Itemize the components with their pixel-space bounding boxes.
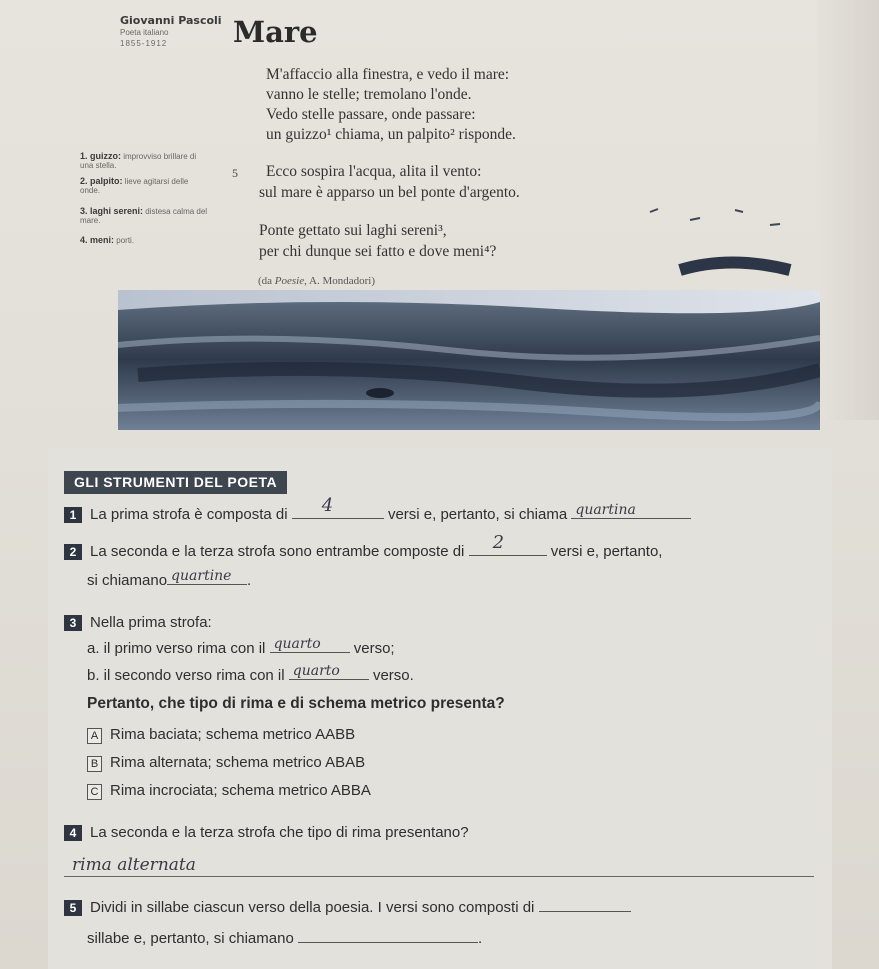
question-4: 4 La seconda e la terza strofa che tipo di rima presentano? xyxy=(64,824,469,841)
answer-field[interactable]: quartina xyxy=(571,506,691,519)
answer-field[interactable] xyxy=(539,899,631,912)
question-5: 5 Dividi in sillabe ciascun verso della poesia. I versi sono composti di xyxy=(64,899,631,916)
option-a[interactable]: A Rima baciata; schema metrico AABB xyxy=(87,726,355,744)
answer-field[interactable] xyxy=(298,930,478,943)
author-dates: 1855-1912 xyxy=(120,39,168,48)
question-1: 1 La prima strofa è composta di 4 versi e, pertanto, si chiama quartina xyxy=(64,506,691,523)
glossary-item: 3. laghi sereni: distesa calma del mare. xyxy=(80,206,208,225)
poem-verse: M'affaccio alla finestra, e vedo il mare: xyxy=(266,66,510,83)
answer-field[interactable]: quarto xyxy=(270,640,350,653)
glossary-item: 1. guizzo: improvviso brillare di una stella. xyxy=(80,151,197,170)
adjacent-page-edge xyxy=(817,0,879,420)
poem-verse: Ecco sospira l'acqua, alita il vento: xyxy=(266,163,482,180)
answer-field[interactable]: 4 xyxy=(292,506,384,519)
option-b[interactable]: B Rima alternata; schema metrico ABAB xyxy=(87,754,365,772)
poem-verse: Vedo stelle passare, onde passare: xyxy=(266,106,476,123)
option-checkbox[interactable]: C xyxy=(87,784,102,800)
question-number: 2 xyxy=(64,544,82,560)
option-c[interactable]: C Rima incrociata; schema metrico ABBA xyxy=(87,782,371,800)
question-number: 5 xyxy=(64,900,82,916)
author-name: Giovanni Pascoli xyxy=(120,14,222,27)
sea-illustration xyxy=(118,290,820,430)
exercise-section-header: GLI STRUMENTI DEL POETA xyxy=(64,471,287,494)
poem-verse: un guizzo¹ chiama, un palpito² risponde. xyxy=(266,126,516,143)
glossary-item: 2. palpito: lieve agitarsi delle onde. xyxy=(80,176,189,195)
poem-verse: sul mare è apparso un bel ponte d'argento. xyxy=(259,184,520,201)
question-3: 3 Nella prima strofa: xyxy=(64,614,212,631)
question-2-cont: si chiamano quartine . xyxy=(87,568,252,589)
poem-source: (da Poesie, A. Mondadori) xyxy=(258,275,376,287)
answer-field[interactable]: quarto xyxy=(289,667,369,680)
poem-title: Mare xyxy=(233,15,318,49)
author-role: Poeta italiano xyxy=(120,28,169,37)
glossary-item: 4. meni: porti. xyxy=(80,235,135,245)
question-number: 3 xyxy=(64,615,82,631)
poem-verse: Ponte gettato sui laghi sereni³, xyxy=(259,222,447,239)
answer-field[interactable]: quartine xyxy=(167,572,247,585)
question-number: 4 xyxy=(64,825,82,841)
answer-field[interactable]: rima alternata xyxy=(64,858,814,877)
answer-field[interactable]: 2 xyxy=(469,543,547,556)
question-5-cont: sillabe e, pertanto, si chiamano . xyxy=(87,930,483,947)
question-number: 1 xyxy=(64,507,82,523)
question-2: 2 La seconda e la terza strofa sono entrambe composte di 2 versi e, pertanto, xyxy=(64,543,662,560)
option-checkbox[interactable]: B xyxy=(87,756,102,772)
poem-verse: vanno le stelle; tremolano l'onde. xyxy=(266,86,472,103)
question-3a: a. il primo verso rima con il quarto verso; xyxy=(87,636,395,657)
question-3b: b. il secondo verso rima con il quarto verso. xyxy=(87,663,414,684)
poem-verse: per chi dunque sei fatto e dove meni⁴? xyxy=(259,243,497,260)
verse-number: 5 xyxy=(232,166,238,180)
moonlight-sketch xyxy=(640,200,820,280)
option-checkbox[interactable]: A xyxy=(87,728,102,744)
question-3-prompt: Pertanto, che tipo di rima e di schema metrico presenta? xyxy=(87,695,505,712)
